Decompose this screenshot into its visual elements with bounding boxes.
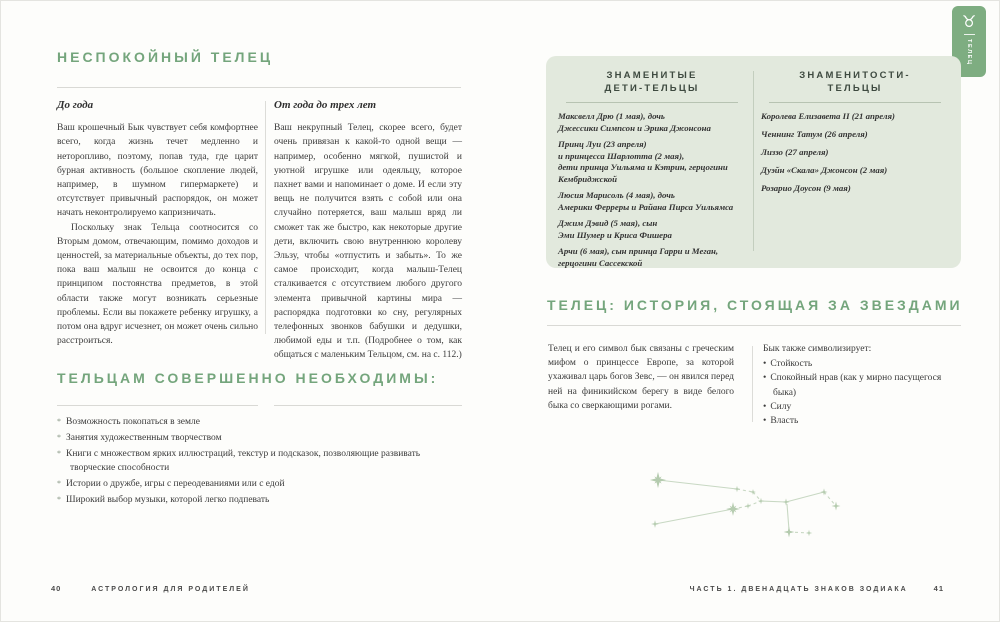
- dot-bullet-icon: •: [763, 359, 767, 370]
- celebrity-entry: Королева Елизавета II (21 апреля): [761, 111, 895, 121]
- list-item-text: Книги с множеством ярких иллюстраций, текстур и подсказок, позволяющие развивать творческие способности: [66, 449, 421, 473]
- subheading-one-to-three: От года до трех лет: [274, 99, 377, 111]
- footer-right: [690, 584, 944, 593]
- celebrity-entry: Дуэйн «Скала» Джонсон (2 мая): [761, 165, 888, 175]
- celebrity-entry: Ченнинг Татум (26 апреля): [761, 129, 868, 139]
- list-item: • Стойкость: [763, 359, 813, 370]
- asterisk-bullet-icon: *: [57, 479, 61, 488]
- list-item-text: Возможность покопаться в земле: [66, 417, 200, 427]
- paragraph: Ваш крошечный Бык чувствует себя комфортнее всего, когда жизнь течет медленно и неторопливо, поэтому, попав туда, где царит бурная активность (большое скопление людей, например, в шумном гипермаркете) и отсутствует привычный распорядок, он может начать неконтролируемо капризничать.: [57, 123, 258, 219]
- list-item: [57, 447, 461, 475]
- taurus-icon: ♉: [961, 12, 977, 31]
- dot-bullet-icon: •: [763, 401, 767, 412]
- symbolize-list: [763, 357, 960, 428]
- famous-children-title: ЗНАМЕНИТЫЕ ДЕТИ-ТЕЛЬЦЫ: [604, 70, 700, 94]
- needs-rule-left: [57, 405, 258, 406]
- footer-right-text: ЧАСТЬ 1. ДВЕНАДЦАТЬ ЗНАКОВ ЗОДИАКА: [689, 586, 908, 593]
- needs-rule-right: [274, 405, 462, 406]
- dot-bullet-icon: •: [763, 416, 767, 427]
- list-item: [57, 431, 461, 445]
- celebrities-title: ЗНАМЕНИТОСТИ- ТЕЛЬЦЫ: [799, 70, 911, 94]
- column-divider: [265, 101, 266, 334]
- symbolize-intro: Бык также символизирует:: [763, 344, 872, 354]
- asterisk-bullet-icon: *: [57, 495, 61, 504]
- list-item: • Власть: [763, 416, 799, 427]
- needs-list: [57, 415, 461, 509]
- list-item: • Силу: [763, 401, 792, 412]
- footer-left: [51, 584, 250, 593]
- celebrities-column: [761, 69, 949, 201]
- asterisk-bullet-icon: *: [57, 433, 61, 442]
- column-one-to-three-years: [274, 98, 462, 363]
- page-number-right: 41: [933, 584, 944, 593]
- page-title: НЕСПОКОЙНЫЙ ТЕЛЕЦ: [57, 49, 274, 65]
- list-item: [57, 477, 461, 491]
- history-section-title: ТЕЛЕЦ: ИСТОРИЯ, СТОЯЩАЯ ЗА ЗВЕЗДАМИ: [547, 297, 963, 313]
- box-head-rule: [769, 102, 942, 103]
- paragraph: Поскольку знак Тельца соотносится со Вторым домом, отвечающим, помимо доходов и ценностей, за материальные объекты, до тех пор, пока ваш малыш не освоится до конца с принципом постоянства предметов, в этой области также могут возникать серьезные проблемы. Если вы покажете ребенку игрушку, а потом она вдруг исчезнет, он может очень сильно расстроиться.: [57, 222, 258, 347]
- child-entry: Джим Дэвид (5 мая), сын Эми Шумер и Криса Фишера: [558, 218, 672, 240]
- page-number-left: 40: [51, 584, 62, 593]
- celebrity-entry: Лиззо (27 апреля): [761, 147, 829, 157]
- title-rule: [57, 87, 461, 88]
- child-entry: Арчи (6 мая), сын принца Гарри и Меган, герцогини Сассекской: [558, 246, 719, 268]
- list-item-text: Широкий выбор музыки, которой легко подпевать: [66, 495, 270, 505]
- needs-section-title: ТЕЛЬЦАМ СОВЕРШЕННО НЕОБХОДИМЫ:: [57, 370, 439, 386]
- box-column-divider: [753, 71, 754, 251]
- asterisk-bullet-icon: *: [57, 417, 61, 426]
- list-item: [57, 415, 461, 429]
- box-head-rule: [566, 102, 739, 103]
- history-paragraph-column: [548, 342, 734, 413]
- tab-label: ТЕЛЕЦ: [966, 39, 972, 66]
- list-item: • Спокойный нрав (как у мирно пасущегося быка): [763, 373, 942, 398]
- child-entry: Максвелл Дрю (1 мая), дочь Джессики Симпсон и Эрика Джонсона: [558, 111, 711, 133]
- list-item-text: Истории о дружбе, игры с переодеваниями или с едой: [66, 479, 285, 489]
- history-paragraph: Телец и его символ бык связаны с греческим мифом о принцессе Европе, за которой ухаживал царь богов Зевс, — он явился перед ней на финикийском берегу в виде белого быка со сверкающими рогами.: [548, 344, 734, 411]
- dot-bullet-icon: •: [763, 373, 767, 384]
- paragraph: Ваш некрупный Телец, скорее всего, будет очень привязан к какой-то одной вещи — например, особенно мягкой, пушистой и уютной игрушке или одеяльцу, которое пахнет вами и напоминает о доме. И если эту вещь не получится взять с собой или она случайно потеряется, ваш малыш вряд ли сможет так же быстро, как некоторые другие дети, включить свою внутреннюю королеву Эльзу, чтобы «отпустить и забыть». То же самое происходит, когда малыш-Телец сталкивается с отсутствием любого другого элемента привычной картины мира — распорядка подготовки ко сну, регулярных телефонных звонков бабушки и дедушки, любимой еды и т.п. (Подробнее о том, как общаться с маленьким Тельцом, см. на с. 112.): [274, 123, 462, 361]
- column-under-one-year: [57, 98, 258, 348]
- celebrities-box: [546, 56, 961, 268]
- list-item-text: Занятия художественным творчеством: [66, 433, 222, 443]
- history-column-divider: [752, 346, 753, 422]
- footer-left-text: АСТРОЛОГИЯ ДЛЯ РОДИТЕЛЕЙ: [91, 586, 250, 593]
- child-entry: Люсия Марисоль (4 мая), дочь Америки Ферреры и Райана Пирса Уильямса: [558, 190, 734, 212]
- famous-children-column: [558, 69, 746, 274]
- asterisk-bullet-icon: *: [57, 449, 61, 458]
- child-entry: Принц Луи (23 апреля) и принцесса Шарлотта (2 мая), дети принца Уильяма и Кэтрин, герцогини Кембриджской: [558, 139, 728, 184]
- tab-divider: [964, 34, 975, 35]
- subheading-under-one-year: До года: [57, 99, 94, 111]
- celebrity-entry: Розарио Доусон (9 мая): [761, 183, 851, 193]
- symbolize-column: [763, 342, 960, 428]
- list-item: [57, 493, 461, 507]
- history-rule: [547, 325, 961, 326]
- taurus-constellation-illustration: [601, 439, 941, 574]
